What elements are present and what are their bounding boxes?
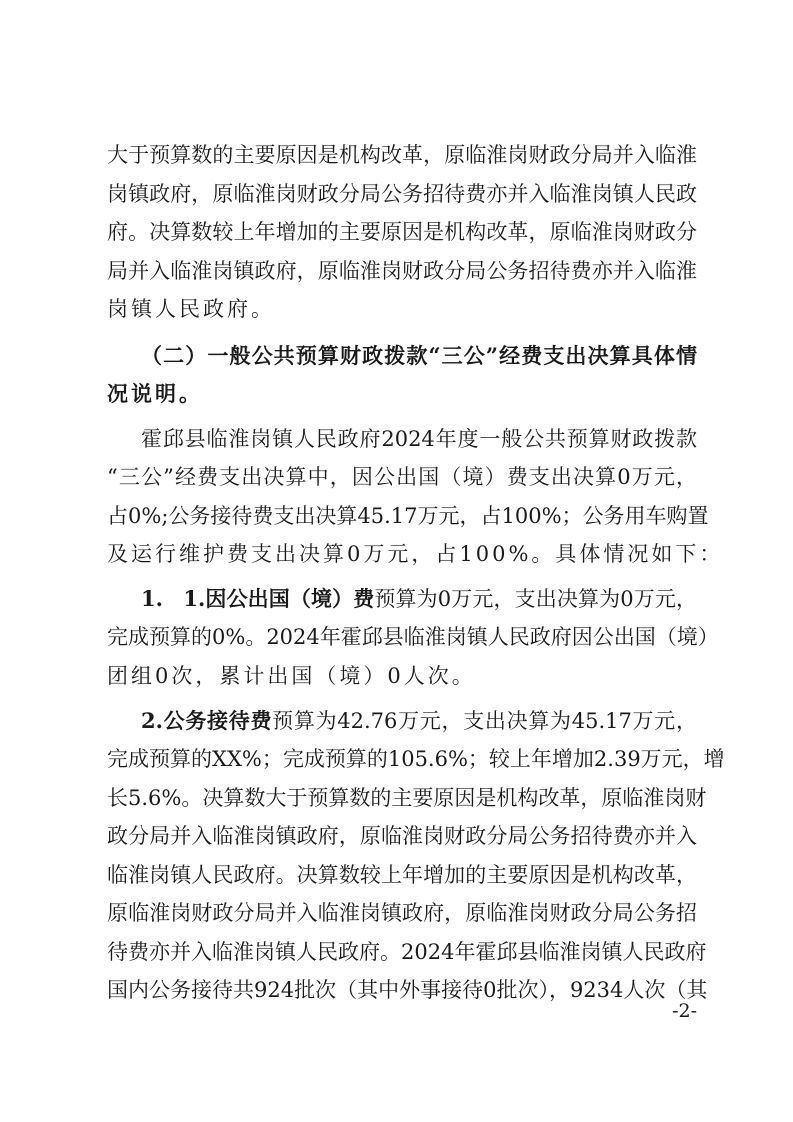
body-line: 府。决算数较上年增加的主要原因是机构改革，原临淮岗财政分 [107,220,697,244]
body-line: 临淮岗镇人民政府。决算数较上年增加的主要原因是机构改革， [107,863,697,887]
section-heading: （二）一般公共预算财政拨款“三公”经费支出决算具体情 [141,343,697,368]
item-2-title: 2.公务接待费 [141,708,273,733]
body-line: 团组0次，累计出国（境）0人次。 [107,664,476,688]
item-1-title: 1.因公出国（境）费 [183,586,375,611]
body-line: 霍邱县临淮岗镇人民政府2024年度一般公共预算财政拨款 [141,427,697,451]
body-line: 国内公务接待共924批次（其中外事接待0批次），9234人次（其 [107,978,708,1002]
page-number: -2- [672,1000,697,1022]
body-line: 及运行维护费支出决算0万元，占100%。具体情况如下： [107,542,724,566]
body-line: 完成预算的0%。2024年霍邱县临淮岗镇人民政府因公出国（境） [107,625,719,649]
item-1-text: 预算为0万元，支出决算为0万元， [374,587,697,611]
body-line: 原临淮岗财政分局并入临淮岗镇政府，原临淮岗财政分局公务招 [107,901,697,925]
body-line: 长5.6%。决算数大于预算数的主要原因是机构改革，原临淮岗财 [107,786,707,810]
body-line: 大于预算数的主要原因是机构改革，原临淮岗财政分局并入临淮 [107,143,697,167]
item-2-text: 预算为42.76万元，支出决算为45.17万元， [272,709,697,733]
body-line: 岗镇政府，原临淮岗财政分局公务招待费亦并入临淮岗镇人民政 [107,182,697,206]
body-line: 政分局并入临淮岗镇政府，原临淮岗财政分局公务招待费亦并入 [107,824,697,848]
body-line: 局并入临淮岗镇政府，原临淮岗财政分局公务招待费亦并入临淮 [107,259,697,283]
body-line: 占0%;公务接待费支出决算45.17万元，占100%；公务用车购置 [107,504,709,528]
item-1-line [141,580,697,618]
body-line: 岗镇人民政府。 [107,297,275,321]
section-heading-cont: 况说明。 [107,381,203,406]
body-line: 待费亦并入临淮岗镇人民政府。2024年霍邱县临淮岗镇人民政府 [107,940,707,964]
item-1-number: 1. [141,586,163,611]
body-line: 完成预算的XX%；完成预算的105.6%；较上年增加2.39万元，增 [107,747,725,771]
body-line: “三公”经费支出决算中，因公出国（境）费支出决算0万元， [107,465,697,489]
item-2-line [141,702,697,740]
